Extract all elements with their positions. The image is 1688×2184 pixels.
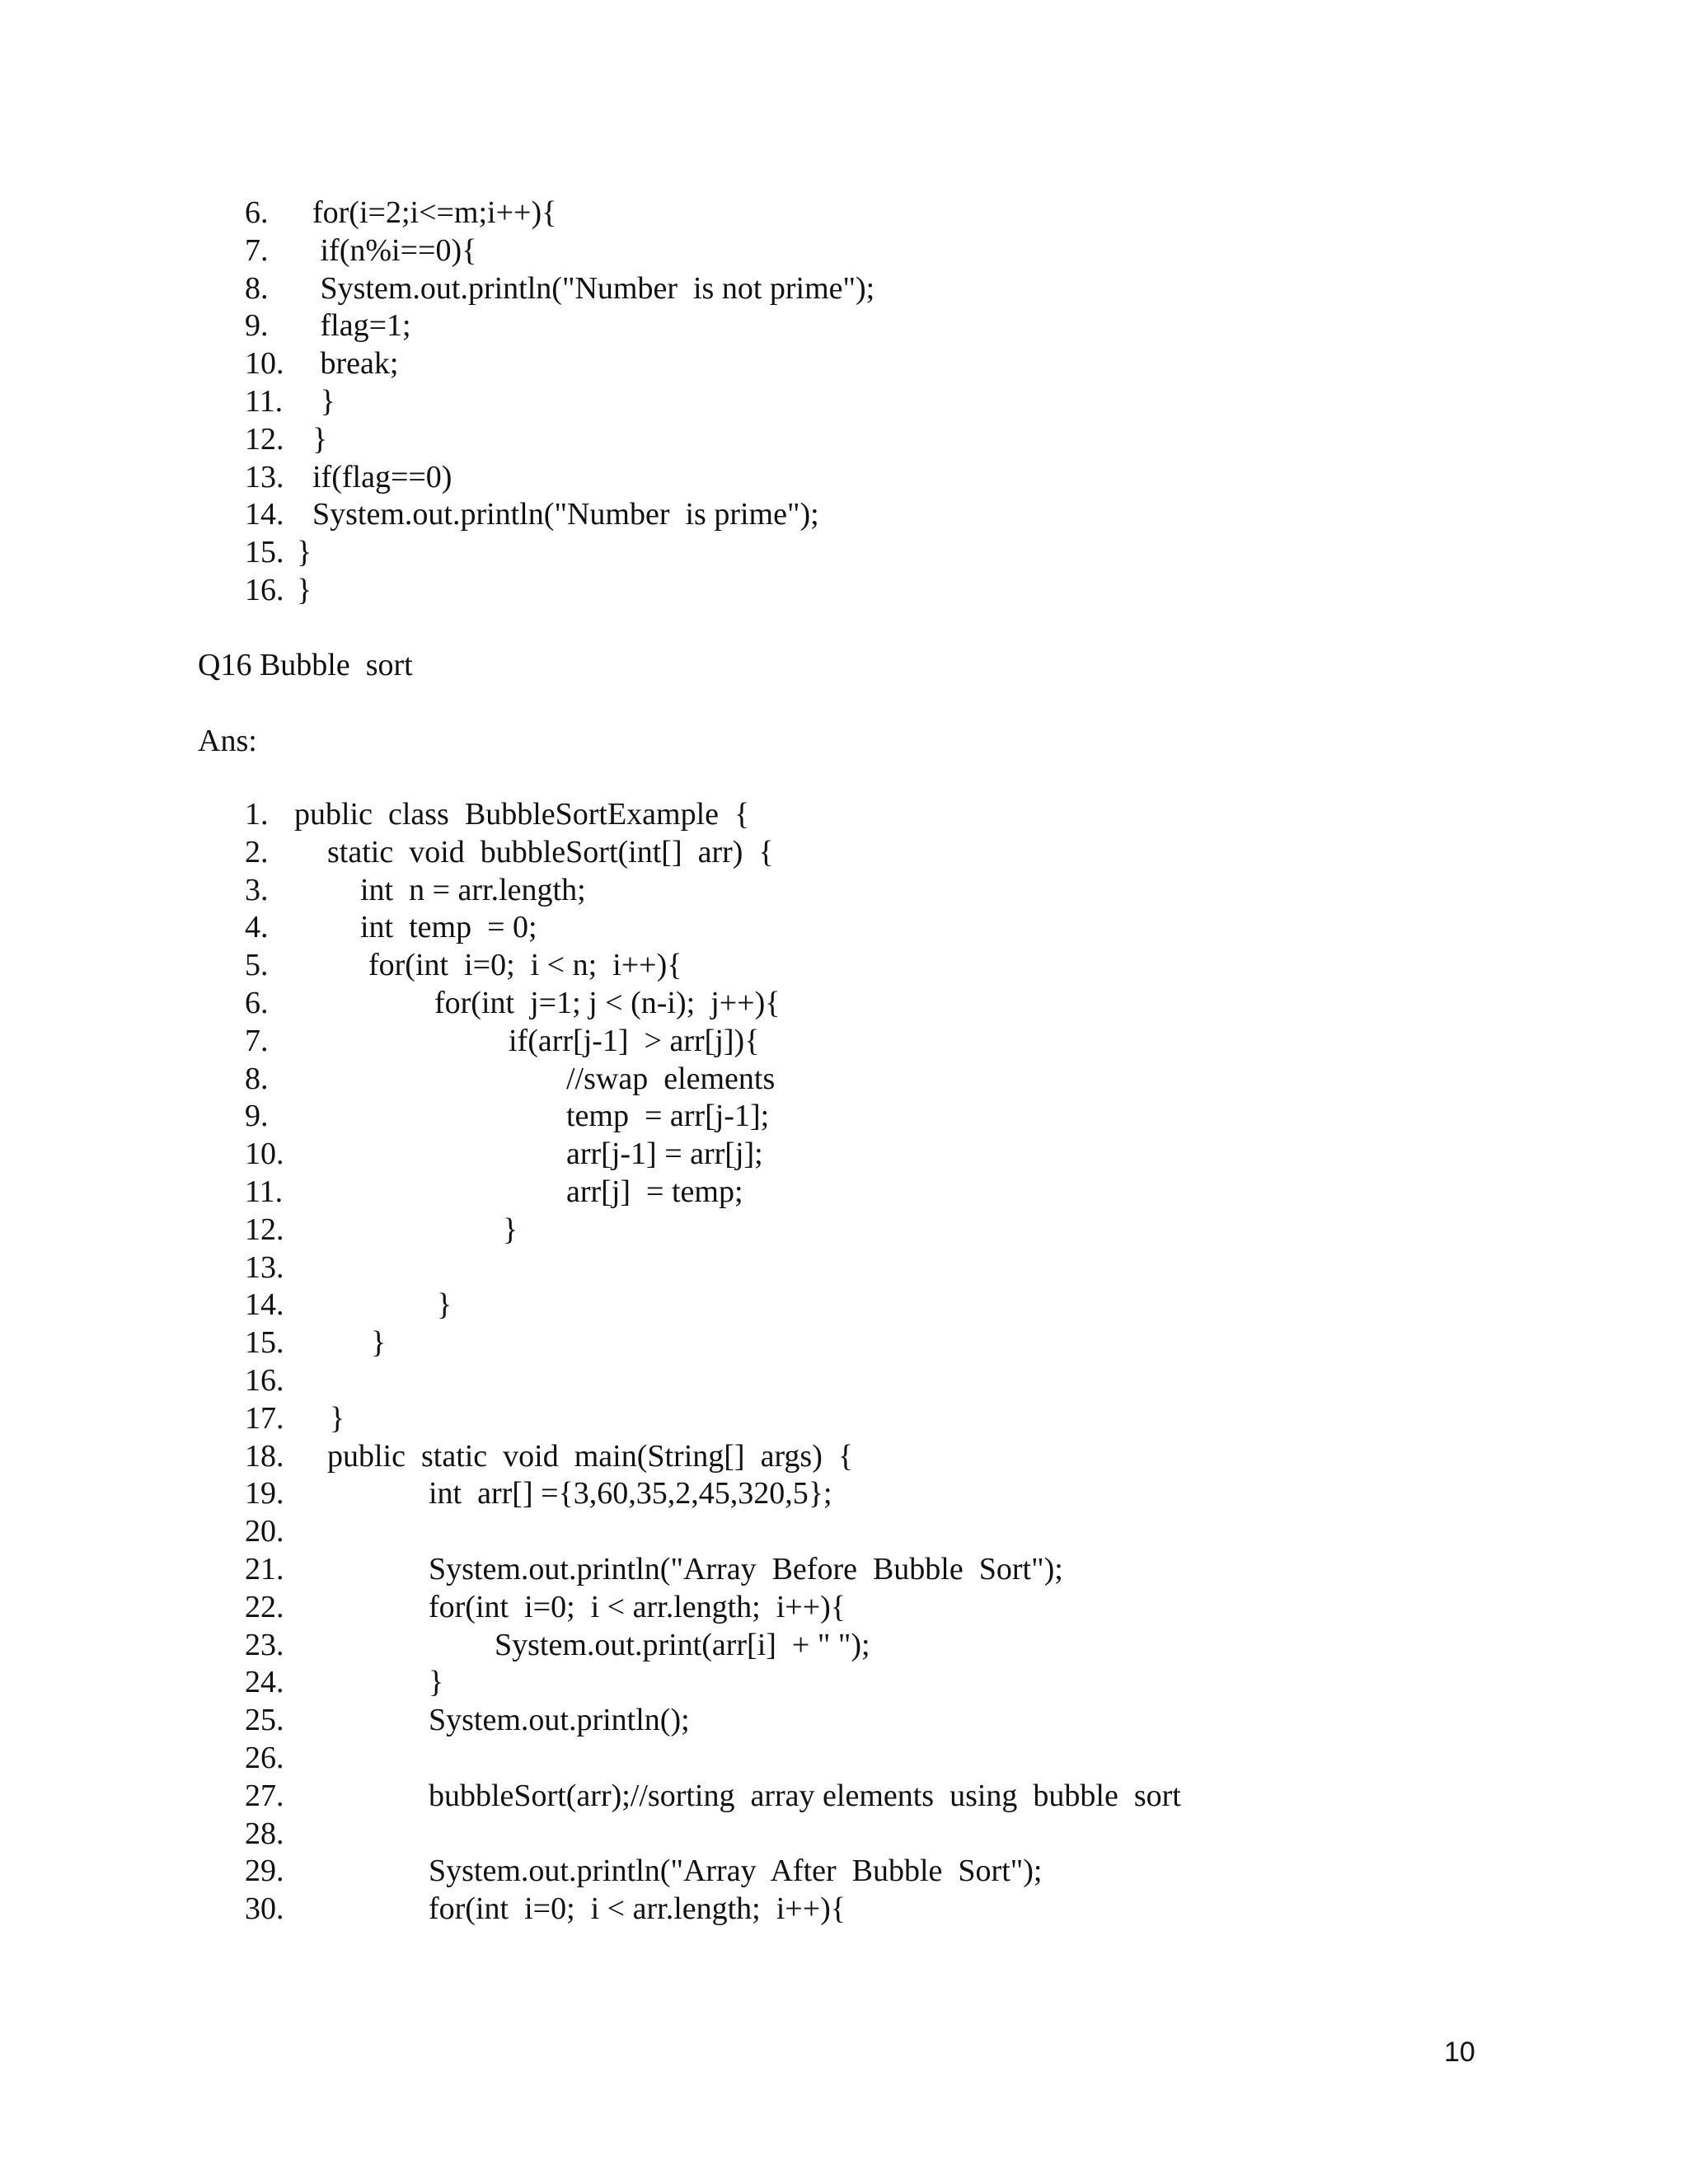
line-number: 12. bbox=[245, 1212, 284, 1247]
answer-label: Ans: bbox=[198, 724, 257, 758]
code-text: arr[j-1] = arr[j]; bbox=[566, 1137, 763, 1172]
code-text: System.out.println("Array After Bubble Sort"); bbox=[429, 1854, 1043, 1889]
code-text: } bbox=[312, 383, 335, 419]
line-number: 8. bbox=[245, 270, 269, 306]
line-number: 7. bbox=[245, 1023, 269, 1058]
line-number: 28. bbox=[245, 1816, 284, 1851]
line-number: 23. bbox=[245, 1627, 284, 1662]
code-text: System.out.println(); bbox=[429, 1703, 690, 1738]
line-number: 15. bbox=[245, 535, 284, 570]
code-text: for(int i=0; i < arr.length; i++){ bbox=[429, 1589, 846, 1624]
code-text: for(i=2;i<=m;i++){ bbox=[312, 195, 557, 230]
code-text: } bbox=[371, 1325, 387, 1361]
line-number: 15. bbox=[245, 1325, 284, 1361]
line-number: 29. bbox=[245, 1854, 284, 1889]
line-number: 9. bbox=[245, 308, 269, 344]
code-text: int temp = 0; bbox=[360, 910, 537, 945]
line-number: 19. bbox=[245, 1476, 284, 1511]
code-text: flag=1; bbox=[312, 308, 411, 344]
code-text: //swap elements bbox=[566, 1061, 776, 1096]
code-text: int arr[] ={3,60,35,2,45,320,5}; bbox=[429, 1476, 832, 1511]
code-text: int n = arr.length; bbox=[360, 872, 586, 907]
line-number: 17. bbox=[245, 1400, 284, 1436]
line-number: 10. bbox=[245, 346, 284, 382]
line-number: 1. bbox=[245, 797, 269, 832]
line-number: 3. bbox=[245, 872, 269, 907]
line-number: 9. bbox=[245, 1099, 269, 1134]
line-number: 6. bbox=[245, 985, 269, 1020]
line-number: 7. bbox=[245, 232, 269, 268]
code-text: } bbox=[297, 535, 312, 570]
code-text: if(arr[j-1] > arr[j]){ bbox=[509, 1023, 760, 1058]
line-number: 20. bbox=[245, 1514, 284, 1549]
line-number: 8. bbox=[245, 1061, 269, 1096]
line-number: 25. bbox=[245, 1703, 284, 1738]
line-number: 11. bbox=[245, 383, 284, 419]
code-text: } bbox=[297, 572, 312, 607]
code-text: System.out.println("Array Before Bubble Sort"); bbox=[429, 1551, 1063, 1586]
line-number: 12. bbox=[245, 421, 284, 457]
line-number: 6. bbox=[245, 195, 269, 230]
code-text: for(int j=1; j < (n-i); j++){ bbox=[434, 985, 781, 1020]
line-number: 4. bbox=[245, 910, 269, 945]
line-number: 30. bbox=[245, 1891, 284, 1927]
line-number: 11. bbox=[245, 1174, 284, 1209]
question-heading: Q16 Bubble sort bbox=[198, 648, 413, 682]
line-number: 27. bbox=[245, 1778, 284, 1813]
line-number: 14. bbox=[245, 1287, 284, 1323]
line-number: 18. bbox=[245, 1438, 284, 1474]
code-text: System.out.print(arr[i] + " "); bbox=[495, 1627, 870, 1662]
line-number: 16. bbox=[245, 1362, 284, 1398]
code-text: static void bubbleSort(int[] arr) { bbox=[327, 834, 774, 869]
line-number: 21. bbox=[245, 1551, 284, 1586]
code-text: } bbox=[330, 1400, 345, 1436]
code-text: if(n%i==0){ bbox=[312, 232, 477, 268]
line-number: 13. bbox=[245, 459, 284, 494]
code-text: break; bbox=[312, 346, 399, 382]
line-number: 24. bbox=[245, 1665, 284, 1700]
code-text: System.out.println("Number is not prime"); bbox=[312, 270, 875, 306]
code-text: for(int i=0; i < n; i++){ bbox=[368, 948, 682, 983]
code-text: } bbox=[312, 421, 328, 457]
code-text: System.out.println("Number is prime"); bbox=[312, 497, 819, 532]
line-number: 16. bbox=[245, 572, 284, 607]
code-text: } bbox=[437, 1287, 452, 1323]
line-number: 14. bbox=[245, 497, 284, 532]
line-number: 2. bbox=[245, 834, 269, 869]
code-text: } bbox=[503, 1212, 518, 1247]
code-text: if(flag==0) bbox=[312, 459, 452, 494]
line-number: 26. bbox=[245, 1740, 284, 1775]
line-number: 22. bbox=[245, 1589, 284, 1624]
code-text: for(int i=0; i < arr.length; i++){ bbox=[429, 1891, 846, 1927]
code-text: arr[j] = temp; bbox=[566, 1174, 743, 1209]
code-text: } bbox=[429, 1665, 444, 1700]
code-text: public class BubbleSortExample { bbox=[294, 797, 750, 832]
line-number: 10. bbox=[245, 1137, 284, 1172]
code-text: temp = arr[j-1]; bbox=[566, 1099, 770, 1134]
page-number: 10 bbox=[1444, 2036, 1475, 2068]
code-text: bubbleSort(arr);//sorting array elements using bubble sort bbox=[429, 1778, 1181, 1813]
code-text: public static void main(String[] args) { bbox=[327, 1438, 854, 1474]
line-number: 5. bbox=[245, 948, 269, 983]
line-number: 13. bbox=[245, 1249, 284, 1285]
